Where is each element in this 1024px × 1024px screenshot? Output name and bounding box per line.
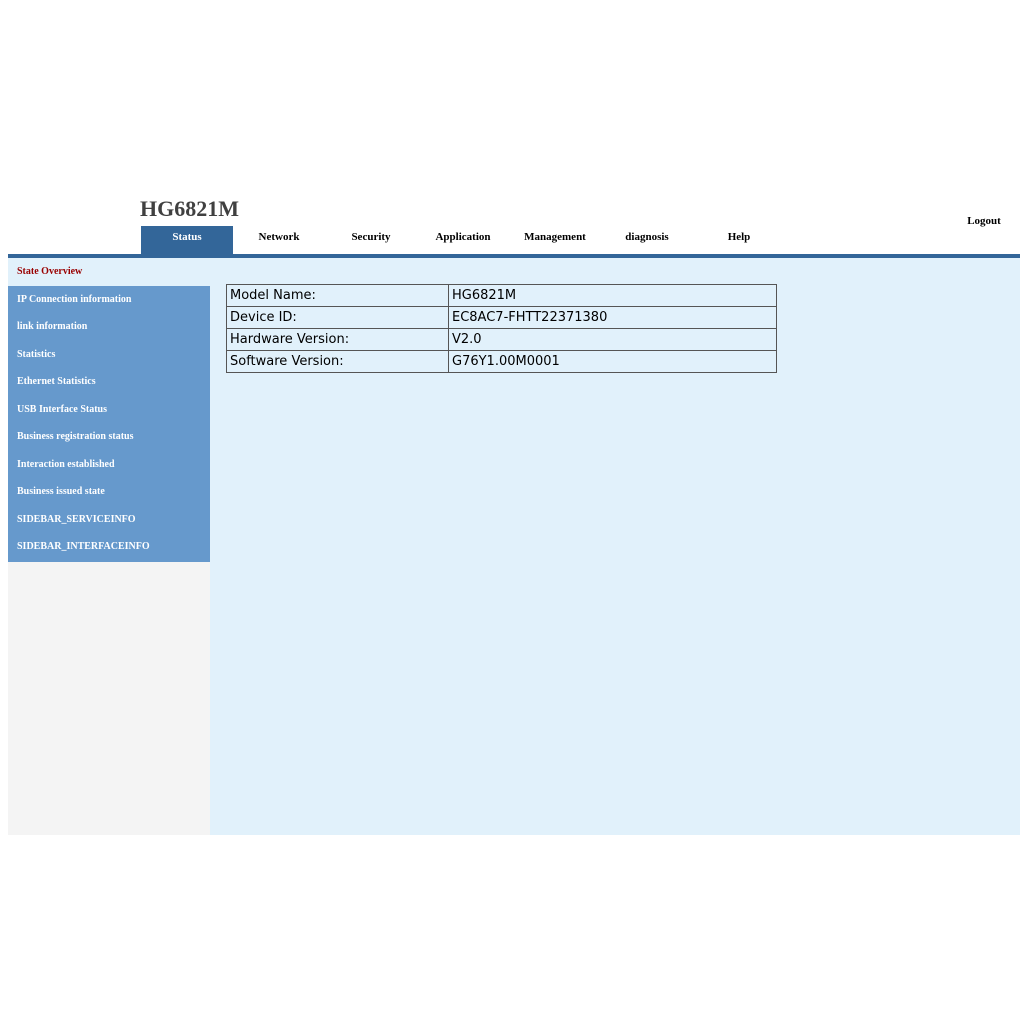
sidebar-item-interfaceinfo[interactable]: SIDEBAR_INTERFACEINFO: [17, 541, 150, 552]
sidebar-menu: [8, 258, 210, 562]
tab-security[interactable]: Security: [351, 231, 391, 243]
sidebar-item-business-issued-state[interactable]: Business issued state: [17, 486, 105, 497]
page-title: HG6821M: [140, 196, 239, 221]
device-id-value: EC8AC7-FHTT22371380: [449, 307, 777, 329]
sidebar-item-link-information[interactable]: link information: [17, 321, 88, 332]
model-name-label: Model Name:: [227, 285, 449, 307]
table-row: [227, 351, 777, 373]
table-row: [227, 307, 777, 329]
tab-help[interactable]: Help: [727, 231, 751, 243]
device-id-label: Device ID:: [227, 307, 449, 329]
software-version-value: G76Y1.00M0001: [449, 351, 777, 373]
hardware-version-value: V2.0: [449, 329, 777, 351]
sidebar-item-ip-connection-information[interactable]: IP Connection information: [17, 293, 132, 305]
sidebar-item-business-registration-status[interactable]: Business registration status: [17, 431, 134, 442]
model-name-value: HG6821M: [449, 285, 777, 307]
main-content: [210, 258, 1020, 835]
hardware-version-label: Hardware Version:: [227, 329, 449, 351]
device-info-table: [226, 284, 777, 373]
sidebar-item-ethernet-statistics[interactable]: Ethernet Statistics: [17, 376, 96, 387]
sidebar-item-interaction-established[interactable]: Interaction established: [17, 458, 115, 470]
sidebar: [8, 258, 210, 835]
sidebar-item-serviceinfo[interactable]: SIDEBAR_SERVICEINFO: [17, 513, 136, 525]
software-version-label: Software Version:: [227, 351, 449, 373]
table-row: [227, 329, 777, 351]
sidebar-item-usb-interface-status[interactable]: USB Interface Status: [17, 403, 107, 415]
table-row: [227, 285, 777, 307]
top-nav: [141, 226, 785, 254]
sidebar-item-state-overview[interactable]: State Overview: [8, 258, 210, 286]
tab-status[interactable]: Status: [141, 226, 233, 254]
tab-diagnosis[interactable]: diagnosis: [625, 231, 669, 243]
tab-network[interactable]: Network: [258, 231, 300, 243]
sidebar-item-statistics[interactable]: Statistics: [17, 348, 56, 360]
tab-management[interactable]: Management: [524, 231, 586, 243]
tab-application[interactable]: Application: [435, 231, 491, 243]
logout-link[interactable]: Logout: [967, 215, 1001, 227]
